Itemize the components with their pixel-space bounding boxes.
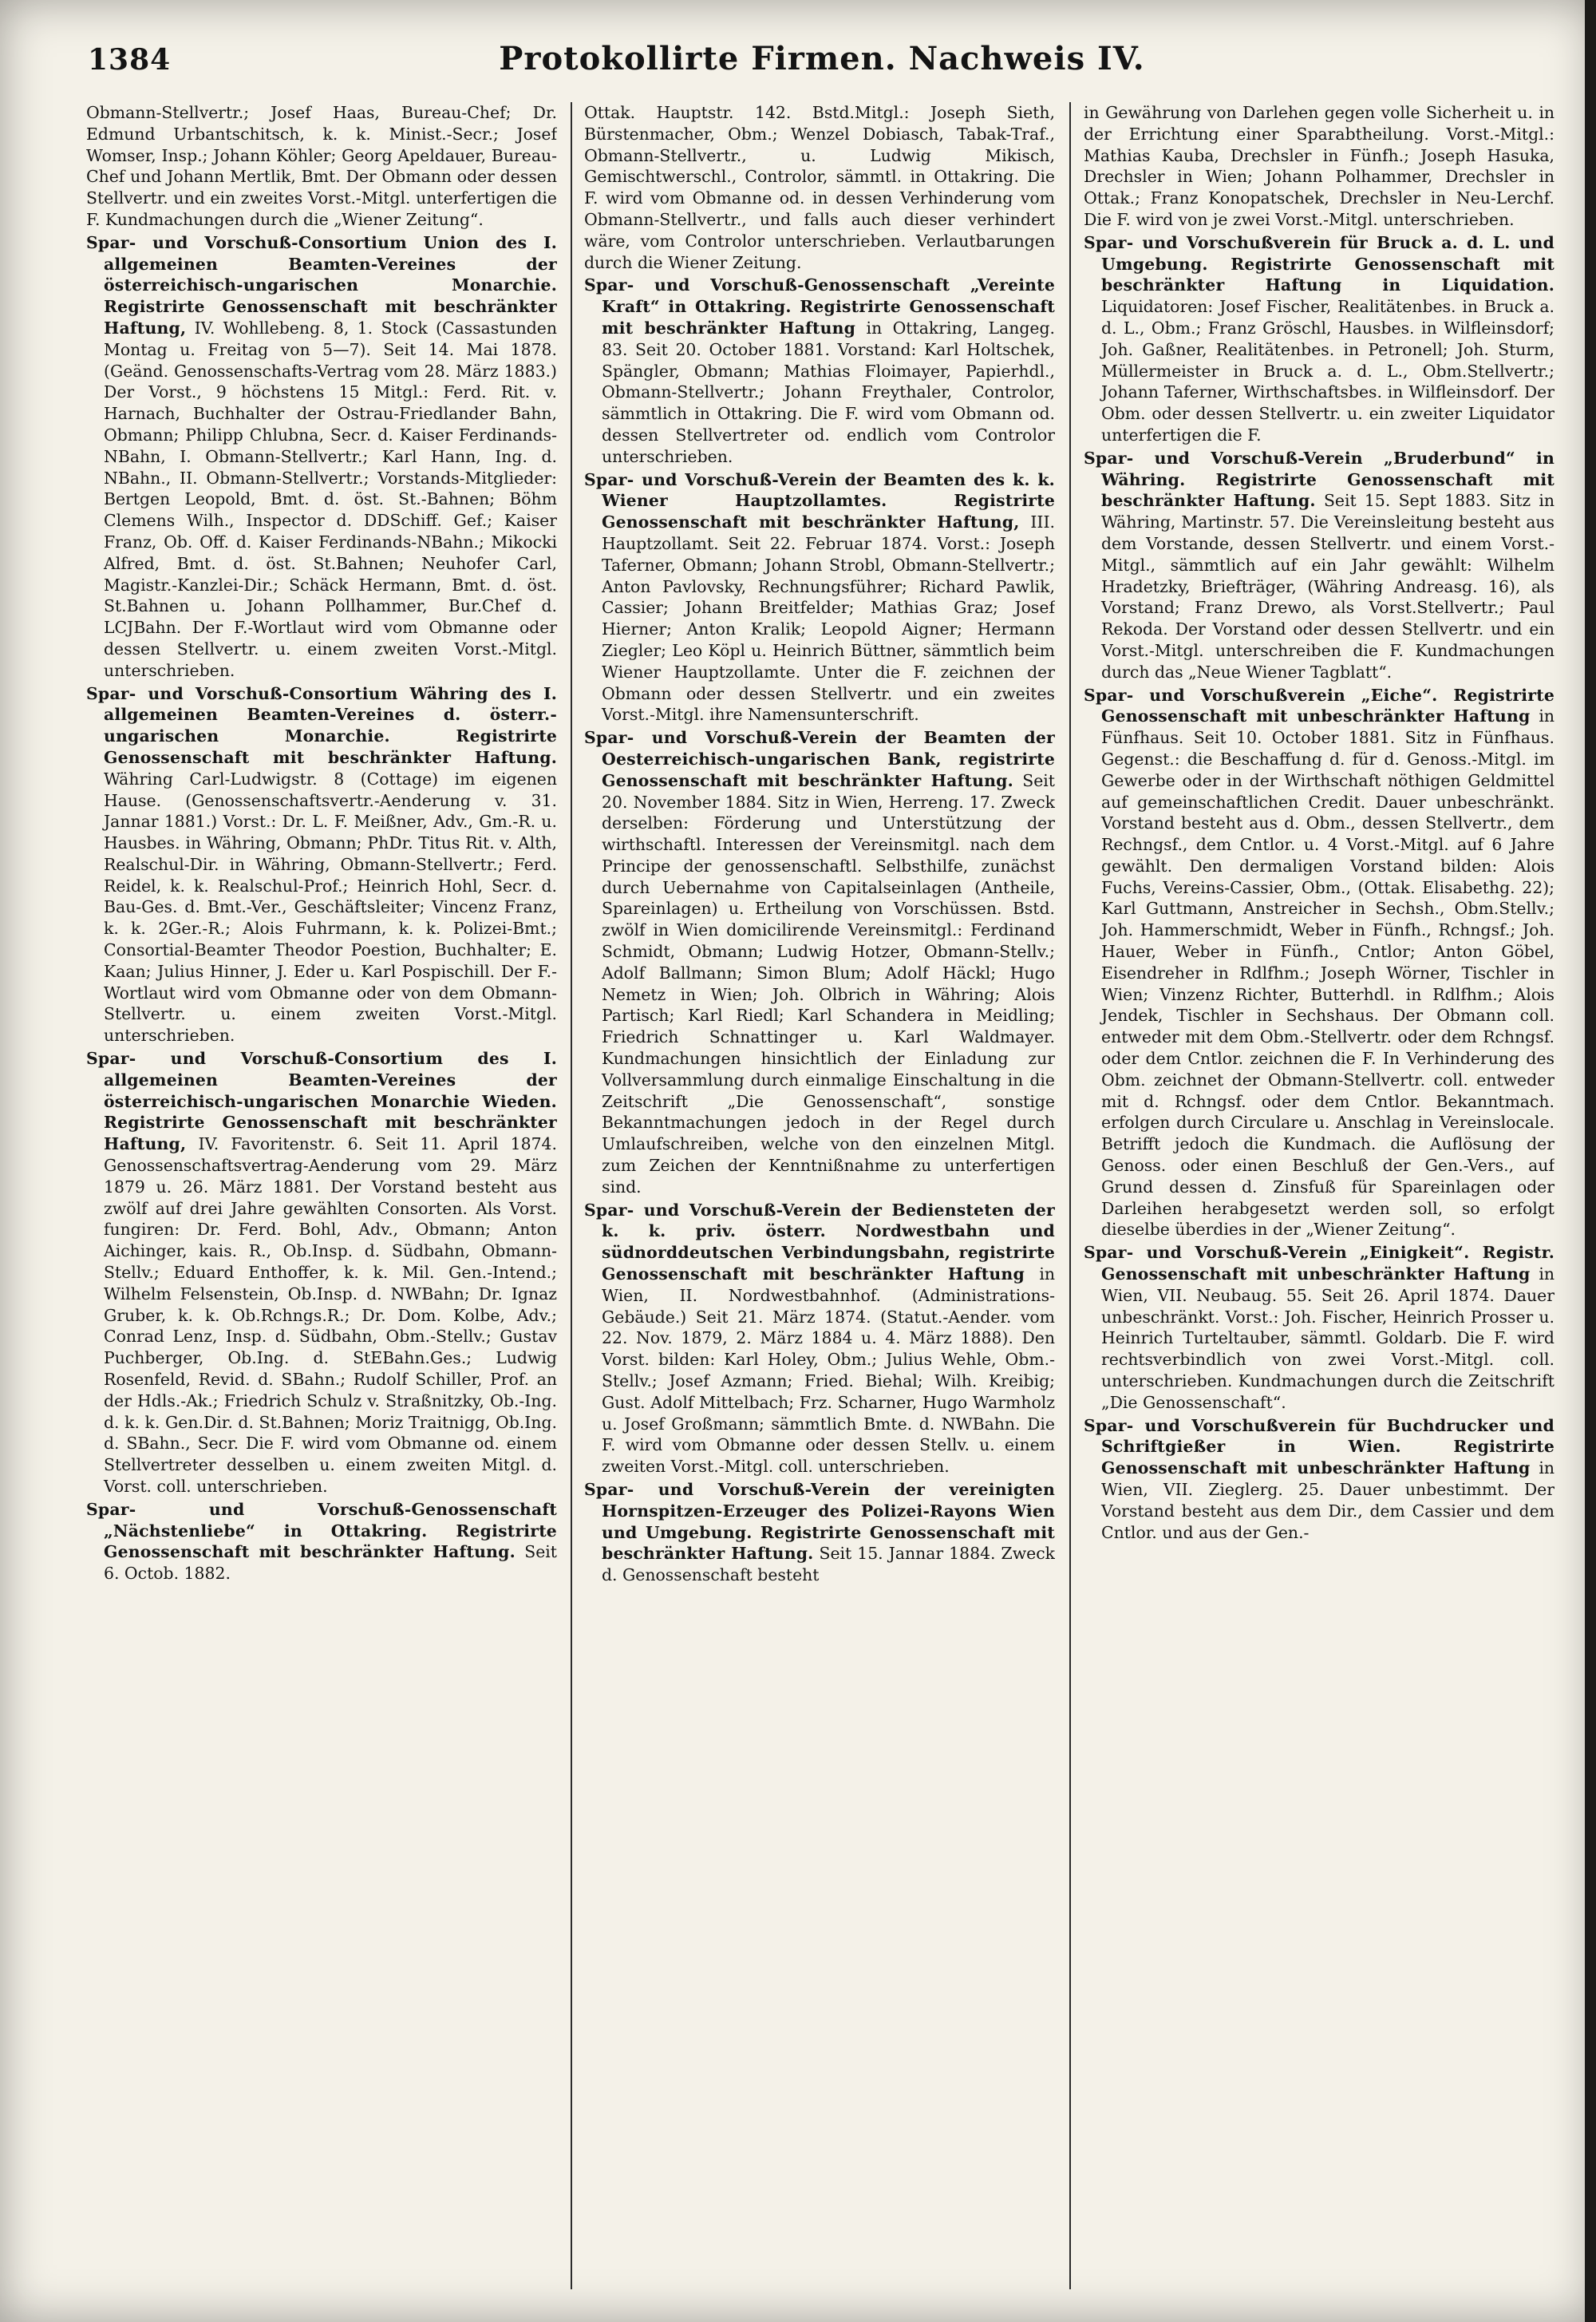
column-2: [584, 102, 1055, 2289]
entry-title: Spar- und Vorschußverein für Bruck a. d. L. und Umgebung. Registrirte Genossenschaft mit beschränkter Haftung in Liquidation.: [1084, 232, 1555, 295]
directory-entry: [86, 1048, 557, 1497]
directory-entry: [584, 1479, 1055, 1586]
entry-text: Seit 15. Sept 1883. Sitz in Währing, Martinstr. 57. Die Vereinsleitung besteht aus dem Vorstande, dessen Stellvertr. und einem Vorst.-Mitgl., sämmtlich auf ein Jahr gewählt: Wilhelm Hradetzky, Briefträger, (Währing Andreasg. 16), als Vorstand; Franz Drewo, als Vorst.Stellvertr.; Paul Rekoda. Der Vorstand oder dessen Stellvertr. und ein Vorst.-Mitgl. unterschreiben die F. Kundmachungen durch das „Neue Wiener Tagblatt“.: [1101, 491, 1555, 682]
directory-entry: [86, 102, 557, 231]
text-columns: [86, 102, 1577, 2289]
entry-text: IV. Wohllebeng. 8, 1. Stock (Cassastunden Montag u. Freitag von 5—7). Seit 14. Mai 1878. (Geänd. Genossenschafts-Vertrag vom 28. März 1883.) Der Vorst., 9 höchstens 15 Mitgl.: Ferd. Rit. v. Harnach, Buchhalter der Ostrau-Friedlander Bahn, Obmann; Philipp Chlubna, Secr. d. Kaiser Ferdinands-NBahn, I. Obmann-Stellvertr.; Karl Hann, Ing. d. NBahn., II. Obmann-Stellvertr.; Vorstands-Mitglieder: Bertgen Leopold, Bmt. d. öst. St.-Bahnen; Böhm Clemens Wilh., Inspector d. DDSchiff. Gef.; Kaiser Franz, Ob. Off. d. Kaiser Ferdinands-NBahn.; Mikocki Alfred, Bmt. d. öst. St.Bahnen; Neuhofer Carl, Magistr.-Kanzlei-Dir.; Schäck Hermann, Bmt. d. öst. St.Bahnen u. Johann Pollhammer, Bur.Chef d. LCJBahn. Der F.-Wortlaut wird vom Obmanne oder dessen Stellvertr. u. einem zweiten Vorst.-Mitgl. unterschrieben.: [104, 318, 557, 680]
entry-title: Spar- und Vorschuß-Verein der Bediensteten der k. k. priv. österr. Nordwestbahn und südnorddeutschen Verbindungsbahn, registrirte Genossenschaft mit beschränkter Haftung: [584, 1200, 1055, 1284]
entry-title: Spar- und Vorschußverein für Buchdrucker und Schriftgießer in Wien. Registrirte Genossenschaft mit unbeschränkter Haftung: [1084, 1415, 1555, 1478]
directory-entry: [1084, 1415, 1555, 1544]
entry-text: Obmann-Stellvertr.; Josef Haas, Bureau-Chef; Dr. Edmund Urbantschitsch, k. k. Minist.-Secr.; Josef Womser, Insp.; Johann Köhler; Georg Apeldauer, Bureau-Chef und Johann Mertlik, Bmt. Der Obmann oder dessen Stellvertr. und ein zweites Vorst.-Mitgl. unterfertigen die F. Kundmachungen durch die „Wiener Zeitung“.: [86, 103, 557, 229]
page-header: [88, 37, 1556, 85]
directory-entry: [1084, 448, 1555, 683]
directory-entry: [1084, 685, 1555, 1241]
running-title: Protokollirte Firmen. Nachweis IV.: [499, 40, 1145, 77]
column-3: [1084, 102, 1555, 2289]
entry-title: Spar- und Vorschuß-Genossenschaft „Vereinte Kraft“ in Ottakring. Registrirte Genossenschaft mit beschränkter Haftung: [584, 275, 1055, 338]
directory-entry: [1084, 102, 1555, 231]
scan-edge: [1585, 0, 1596, 2322]
directory-entry: [584, 1200, 1055, 1477]
directory-entry: [584, 469, 1055, 726]
entry-text: Ottak. Hauptstr. 142. Bstd.Mitgl.: Joseph Sieth, Bürstenmacher, Obm.; Wenzel Dobiasch, Tabak-Traf., Obmann-Stellvertr., u. Ludwig Mikisch, Gemischtwerschl., Controlor, sämmtl. in Ottakring. Die F. wird vom Obmanne od. in dessen Verhinderung vom Obmann-Stellvertr., und falls auch dieser verhindert wäre, vom Controlor unterschrieben. Verlautbarungen durch die Wiener Zeitung.: [584, 103, 1055, 272]
entry-title: Spar- und Vorschußverein „Eiche“. Registrirte Genossenschaft mit unbeschränkter Haftung: [1084, 685, 1555, 726]
directory-entry: [1084, 232, 1555, 446]
column-1: [86, 102, 557, 2289]
entry-title: Spar- und Vorschuß-Verein der Beamten der Oesterreichisch-ungarischen Bank, registrirte Genossenschaft mit beschränkter Haftung.: [584, 728, 1055, 790]
entry-text: in Fünfhaus. Seit 10. October 1881. Sitz in Fünfhaus. Gegenst.: die Beschaffung d. für d. Genoss.-Mitgl. im Gewerbe oder in der Wirthschaft nöthigen Geldmittel auf gemeinschaftlichen Credit. Dauer unbeschränkt. Vorstand besteht aus d. Obm., dessen Stellvertr., dem Rechngsf., dem Cntlor. u. 4 Vorst.-Mitgl. auf 6 Jahre gewählt. Den dermaligen Vorstand bilden: Alois Fuchs, Vereins-Cassier, Obm., (Ottak. Elisabethg. 22); Karl Guttmann, Anstreicher in Sechsh., Obm.Stellv.; Joh. Hammerschmidt, Weber in Fünfh., Rchngsf.; Joh. Hauer, Weber in Fünfh., Cntlor; Anton Göbel, Eisendreher in Rdlfhm.; Joseph Wörner, Tischler in Wien; Vinzenz Richter, Butterhdl. in Rdlfhm.; Alois Jendek, Tischler in Sechshaus. Der Obmann coll. entweder mit dem Obm.-Stellvertr. oder dem Rchngsf. oder dem Cntlor. zeichnen die F. In Verhinderung des Obm. zeichnet der Obmann-Stellvertr. coll. entweder mit d. Rchngsf. oder dem Cntlor. Bekanntmach. erfolgen durch Circulare u. Anschlag in Vereinslocale. Betrifft jedoch die Kundmach. die Auflösung der Genoss. oder einen Beschluß der Gen.-Vers., auf Grund dessen d. Zinsfuß für Spareinlagen oder Darleihen herabgesetzt werden soll, so erfolgt dieselbe überdies in der „Wiener Zeitung“.: [1101, 706, 1555, 1240]
entry-title: Spar- und Vorschuß-Consortium Währing des I. allgemeinen Beamten-Vereines d. österr.-ungarischen Monarchie. Registrirte Genossenschaft mit beschränkter Haftung.: [86, 683, 557, 767]
directory-entry: [86, 683, 557, 1047]
directory-entry: [584, 727, 1055, 1198]
directory-entry: [584, 102, 1055, 273]
directory-entry: [584, 275, 1055, 467]
entry-text: in Ottakring, Langeg. 83. Seit 20. October 1881. Vorstand: Karl Holtschek, Spängler, Obmann; Mathias Floimayer, Papierhdl., Obmann-Stellvertr.; Johann Freythaler, Controlor, sämmtlich in Ottakring. Die F. wird vom Obmann od. dessen Stellvertreter od. endlich vom Controlor unterschrieben.: [602, 318, 1055, 466]
entry-title: Spar- und Vorschuß-Genossenschaft „Nächstenliebe“ in Ottakring. Registrirte Genossenschaft mit beschränkter Haftung.: [86, 1499, 557, 1562]
directory-entry: [1084, 1242, 1555, 1413]
entry-text: IV. Favoritenstr. 6. Seit 11. April 1874. Genossenschaftsvertrag-Aenderung vom 29. März 1879 u. 26. März 1881. Der Vorstand besteht aus zwölf auf drei Jahre gewählten Consorten. Als Vorst. fungiren: Dr. Ferd. Bohl, Adv., Obmann; Anton Aichinger, kais. R., Ob.Insp. d. Südbahn, Obmann-Stellv.; Eduard Enthoffer, k. k. Mil. Gen.-Intend.; Wilhelm Felsenstein, Ob.Insp. d. NWBahn; Dr. Ignaz Gruber, k. k. Ob.Rchngs.R.; Dr. Dom. Kolbe, Adv.; Conrad Lenz, Insp. d. Südbahn, Obm.-Stellv.; Gustav Puchberger, Ob.Ing. d. StEBahn.Ges.; Ludwig Rosenfeld, Revid. d. SBahn.; Rudolf Schiller, Prof. an der Hdls.-Ak.; Friedrich Schulz v. Straßnitzky, Ob.-Ing. d. k. k. Gen.Dir. d. St.Bahnen; Moriz Traitnigg, Ob.Ing. d. SBahn., Secr. Die F. wird vom Obmanne od. einem Stellvertreter desselben u. einem zweiten Mitgl. d. Vorst. coll. unterschrieben.: [104, 1134, 557, 1496]
column-divider: [571, 102, 572, 2289]
entry-text: Seit 20. November 1884. Sitz in Wien, Herreng. 17. Zweck derselben: Förderung und Unterstützung der wirthschaftl. Interessen der Vereinsmitgl. nach dem Principe der genossenschaftl. Selbsthilfe, zunächst durch Uebernahme von Capitalseinlagen (Antheile, Spareinlagen) u. Ertheilung von Vorschüssen. Bstd. zwölf in Wien domicilirende Vereinsmitgl.: Ferdinand Schmidt, Obmann; Ludwig Hotzer, Obmann-Stellv.; Adolf Ballmann; Simon Blum; Adolf Häckl; Hugo Nemetz in Wien; Joh. Olbrich in Währing; Alois Partisch; Karl Riedl; Karl Schandera in Meidling; Friedrich Schnattinger u. Karl Waldmayer. Kundmachungen hinsichtlich der Einladung zur Vollversammlung durch einmalige Einschaltung in die Zeitschrift „Die Genossenschaft“, sonstige Bekanntmachungen jedoch in der Regel durch Umlaufschreiben, welche von den einzelnen Mitgl. zum Zeichen der Kenntnißnahme zu unterfertigen sind.: [602, 770, 1055, 1197]
entry-text: III. Hauptzollamt. Seit 22. Februar 1874. Vorst.: Joseph Taferner, Obmann; Johann Strobl, Obmann-Stellvertr.; Anton Pavlovsky, Rechnungsführer; Richard Pawlik, Cassier; Johann Breitfelder; Mathias Graz; Josef Hierner; Anton Kralik; Leopold Aigner; Hermann Ziegler; Leo Köpl u. Heinrich Büttner, sämmtlich beim Wiener Hauptzollamte. Unter die F. zeichnen der Obmann oder dessen Stellvertr. und ein zweites Vorst.-Mitgl. ihre Namensunterschrift.: [602, 512, 1055, 725]
entry-text: in Wien, II. Nordwestbahnhof. (Administrations-Gebäude.) Seit 21. März 1874. (Statut.-Aender. vom 22. Nov. 1879, 2. März 1884 u. 4. März 1888). Den Vorst. bilden: Karl Holey, Obm.; Julius Wehle, Obm.-Stellv.; Josef Azmann; Fried. Biehal; Wilh. Kreibig; Gust. Adolf Mittelbach; Frz. Scharner, Hugo Warmholz u. Josef Großmann; sämmtlich Bmte. d. NWBahn. Die F. wird vom Obmanne oder dessen Stellv. u. einem zweiten Vorst.-Mitgl. coll. unterschrieben.: [602, 1264, 1055, 1477]
entry-text: Liquidatoren: Josef Fischer, Realitätenbes. in Bruck a. d. L., Obm.; Franz Gröschl, Hausbes. in Wilfleinsdorf; Joh. Gaßner, Realitätenbes. in Petronell; Joh. Sturm, Müllermeister in Bruck a. d. L., Obm.Stellvertr.; Johann Taferner, Wirthschaftsbes. in Wilfleinsdorf. Der Obm. oder dessen Stellvertr. u. ein zweiter Liquidator unterfertigen die F.: [1101, 297, 1555, 445]
entry-title: Spar- und Vorschuß-Verein „Bruderbund“ in Währing. Registrirte Genossenschaft mit beschränkter Haftung.: [1084, 448, 1555, 511]
entry-title: Spar- und Vorschuß-Consortium Union des I. allgemeinen Beamten-Vereines der österreichisch-ungarischen Monarchie. Registrirte Genossenschaft mit beschränkter Haftung,: [86, 232, 557, 338]
page-number: 1384: [88, 43, 172, 77]
directory-entry: [86, 232, 557, 682]
entry-text: Seit 15. Jannar 1884. Zweck d. Genossenschaft besteht: [602, 1544, 1055, 1585]
directory-entry: [86, 1499, 557, 1584]
entry-title: Spar- und Vorschuß-Verein der Beamten des k. k. Wiener Hauptzollamtes. Registrirte Genossenschaft mit beschränkter Haftung,: [584, 469, 1055, 532]
entry-text: Seit 6. Octob. 1882.: [104, 1542, 557, 1584]
entry-text: Währing Carl-Ludwigstr. 8 (Cottage) im eigenen Hause. (Genossenschaftsvertr.-Aenderung v. 31. Jannar 1881.) Vorst.: Dr. L. F. Meißner, Adv., Gm.-R. u. Hausbes. in Währing, Obmann; PhDr. Titus Rit. v. Alth, Realschul-Dir. in Währing, Obmann-Stellvertr.; Ferd. Reidel, k. k. Realschul-Prof.; Heinrich Hohl, Secr. d. Bau-Ges. d. Bmt.-Ver., Geschäftsleiter; Vincenz Franz, k. k. 2Ger.-R.; Alois Fuhrmann, k. k. Polizei-Bmt.; Consortial-Beamter Theodor Poestion, Buchhalter; E. Kaan; Julius Hinner, J. Eder u. Karl Pospischill. Der F.-Wortlaut wird vom Obmanne oder von dem Obmann-Stellvertr. u. einem zweiten Vorst.-Mitgl. unterschrieben.: [104, 769, 557, 1046]
entry-title: Spar- und Vorschuß-Consortium des I. allgemeinen Beamten-Vereines der österreichisch-ungarischen Monarchie Wieden. Registrirte Genossenschaft mit beschränkter Haftung,: [86, 1049, 557, 1154]
entry-text: in Wien, VII. Neubaug. 55. Seit 26. April 1874. Dauer unbeschränkt. Vorst.: Joh. Fischer, Heinrich Prosser u. Heinrich Turteltauber, sämmtl. Goldarb. Die F. wird rechtsverbindlich von zwei Vorst.-Mitgl. coll. unterschrieben. Kundmachungen durch die Zeitschrift „Die Genossenschaft“.: [1101, 1264, 1555, 1412]
column-divider: [1069, 102, 1071, 2289]
entry-title: Spar- und Vorschuß-Verein der vereinigten Hornspitzen-Erzeuger des Polizei-Rayons Wien und Umgebung. Registrirte Genossenschaft mit beschränkter Haftung.: [584, 1480, 1055, 1564]
entry-text: in Wien, VII. Zieglerg. 25. Dauer unbestimmt. Der Vorstand besteht aus dem Dir., dem Cassier und dem Cntlor. und aus der Gen.-: [1101, 1458, 1555, 1542]
entry-title: Spar- und Vorschuß-Verein „Einigkeit“. Registr. Genossenschaft mit unbeschränkter Haftung: [1084, 1243, 1555, 1284]
entry-text: in Gewährung von Darlehen gegen volle Sicherheit u. in der Errichtung einer Sparabtheilung. Vorst.-Mitgl.: Mathias Kauba, Drechsler in Fünfh.; Joseph Hasuka, Drechsler in Wien; Johann Polhammer, Drechsler in Ottak.; Franz Konopatschek, Drechsler in Neu-Lerchf. Die F. wird von je zwei Vorst.-Mitgl. unterschrieben.: [1084, 103, 1555, 229]
